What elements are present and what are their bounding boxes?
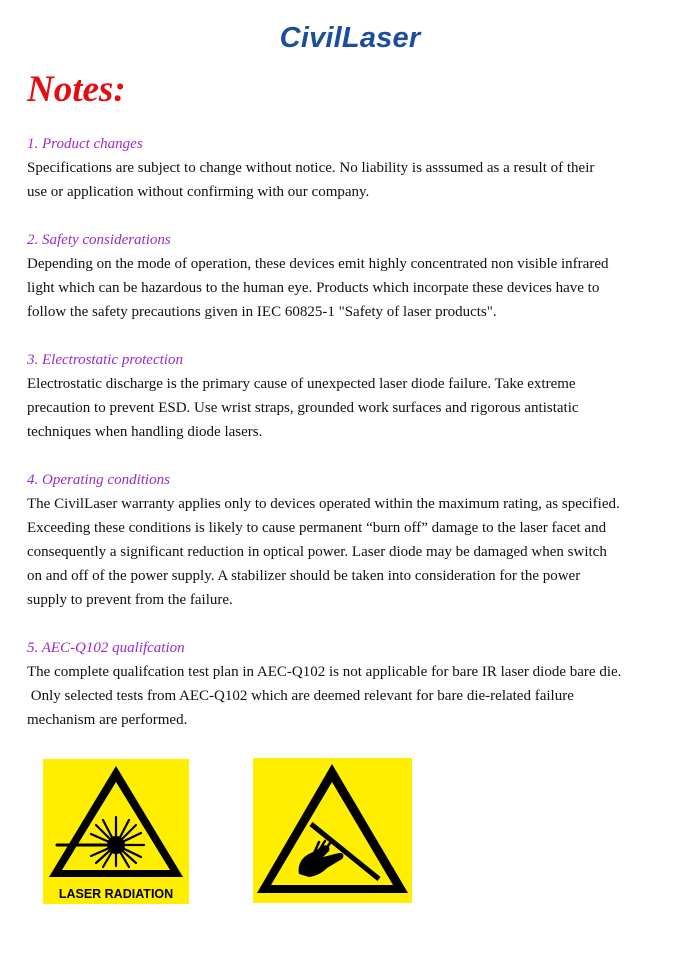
text-line: The complete qualifcation test plan in AEC-Q102 is not applicable for bare IR laser diode bare die. — [27, 664, 622, 680]
section-product-changes — [27, 132, 687, 204]
text-line: Depending on the mode of operation, these devices emit highly concentrated non visible infrared — [27, 256, 609, 272]
text-line: use or application without confirming with our company. — [27, 184, 370, 200]
text-line: on and off of the power supply. A stabilizer should be taken into consideration for the power — [27, 568, 581, 584]
text-line: Exceeding these conditions is likely to cause permanent “burn off” damage to the laser facet and — [27, 520, 607, 536]
section-text — [27, 372, 687, 444]
section-text — [27, 660, 687, 732]
text-line: light which can be hazardous to the human eye. Products which incorpate these devices have to — [27, 280, 600, 296]
text-line: Specifications are subject to change without notice. No liability is asssumed as a result of their — [27, 160, 595, 176]
text-line: The CivilLaser warranty applies only to devices operated within the maximum rating, as specified. — [27, 496, 620, 512]
text-line: Electrostatic discharge is the primary cause of unexpected laser diode failure. Take extreme — [27, 376, 576, 392]
sign-caption: LASER RADIATION — [58, 887, 174, 901]
page-title: Notes: — [27, 69, 126, 110]
section-aec-q102-qualification — [27, 636, 687, 732]
section-heading: 5. AEC-Q102 qualifcation — [27, 640, 185, 656]
section-operating-conditions — [27, 468, 687, 612]
laser-radiation-warning-icon — [43, 759, 189, 904]
section-heading: 2. Safety considerations — [27, 232, 171, 248]
text-line: follow the safety precautions given in IEC 60825-1 "Safety of laser products". — [27, 304, 497, 320]
text-line: supply to prevent from the failure. — [27, 592, 233, 608]
section-text — [27, 492, 687, 612]
section-text — [27, 252, 687, 324]
text-line: Only selected tests from AEC-Q102 which are deemed relevant for bare die-related failure — [27, 688, 574, 704]
section-text — [27, 156, 687, 204]
text-line: techniques when handling diode lasers. — [27, 424, 263, 440]
section-heading: 3. Electrostatic protection — [27, 352, 183, 368]
section-safety-considerations — [27, 228, 687, 324]
text-line: precaution to prevent ESD. Use wrist straps, grounded work surfaces and rigorous antistatic — [27, 400, 579, 416]
section-heading: 1. Product changes — [27, 136, 143, 152]
text-line: mechanism are performed. — [27, 712, 188, 728]
section-heading: 4. Operating conditions — [27, 472, 170, 488]
esd-warning-sign — [253, 758, 412, 903]
text-line: consequently a significant reduction in optical power. Laser diode may be damaged when switch — [27, 544, 607, 560]
esd-warning-icon — [253, 758, 412, 903]
laser-radiation-sign — [43, 759, 189, 904]
brand-logo: CivilLaser — [279, 22, 421, 54]
section-electrostatic-protection — [27, 348, 687, 444]
